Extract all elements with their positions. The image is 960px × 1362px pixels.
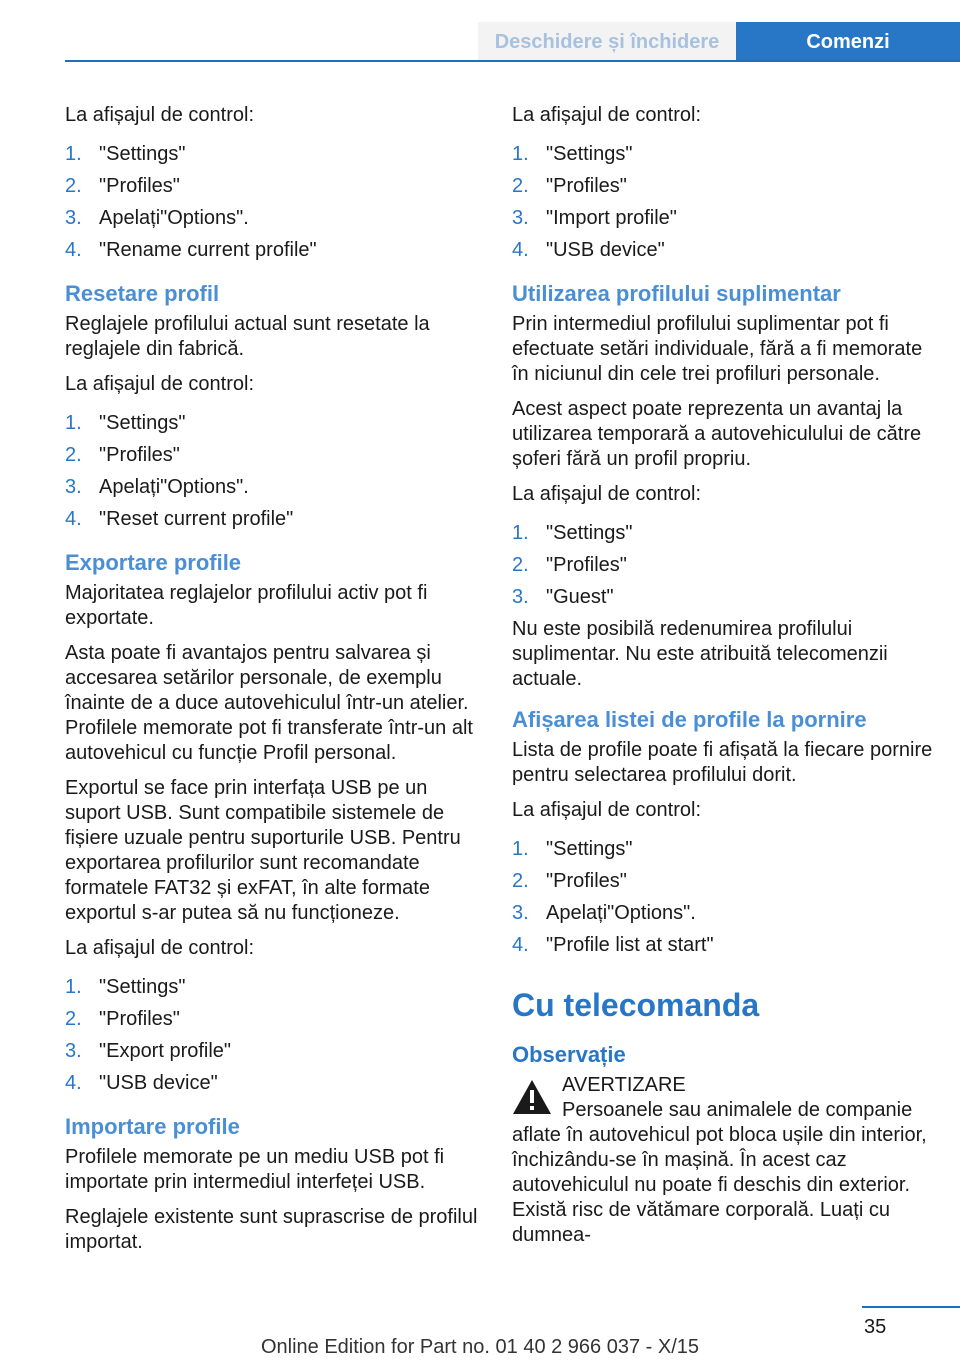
list-item: 3. "Import profile" — [512, 207, 677, 229]
warning-block — [512, 1073, 937, 1098]
heading-note: Observație — [512, 1042, 626, 1067]
list-item: 2. "Profiles" — [65, 1008, 180, 1030]
heading-remote-control: Cu telecomanda — [512, 987, 760, 1023]
rename-steps-list — [65, 138, 485, 266]
footer-rule — [862, 1306, 960, 1308]
paragraph: Profilele memorate pe un mediu USB pot fi importate prin intermediul interfeței USB. — [65, 1146, 445, 1193]
list-item: 2. "Profiles" — [65, 175, 180, 197]
paragraph: Reglajele existente sunt suprascrise de profilul importat. — [65, 1206, 478, 1253]
warning-triangle-icon — [512, 1079, 552, 1115]
list-item: 2. "Profiles" — [512, 175, 627, 197]
header-rule — [65, 60, 960, 62]
import-steps-list — [512, 138, 937, 266]
list-item: 3. Apelați"Options". — [65, 476, 249, 498]
list-item: 4. "USB device" — [512, 239, 665, 261]
list-item: 1. "Settings" — [512, 143, 633, 165]
chapter-tab: Comenzi — [736, 22, 960, 62]
control-display-intro: La afișajul de control: — [512, 799, 702, 821]
list-item: 4. "USB device" — [65, 1072, 218, 1094]
heading-export-profiles: Exportare profile — [65, 550, 242, 575]
list-item: 2. "Profiles" — [512, 870, 627, 892]
page-header — [0, 22, 960, 62]
list-item: 3. "Guest" — [512, 586, 614, 608]
list-item: 1. "Settings" — [65, 143, 186, 165]
left-column — [65, 103, 485, 1265]
reset-steps-list — [65, 407, 485, 535]
list-item: 3. Apelați"Options". — [65, 207, 249, 229]
section-tab: Deschidere și închidere — [478, 22, 736, 62]
paragraph: Lista de profile poate fi afișată la fiecare pornire pentru selectarea profilului dorit. — [512, 739, 933, 786]
list-item: 2. "Profiles" — [65, 444, 180, 466]
right-column — [512, 103, 937, 1248]
list-item: 1. "Settings" — [512, 522, 633, 544]
paragraph: Majoritatea reglajelor profilului activ pot fi exportate. — [65, 582, 428, 629]
paragraph: Prin intermediul profilului suplimentar pot fi efectuate setări individuale, fără a fi memorate în niciunul din cele trei profiluri personale. — [512, 313, 923, 385]
list-item: 2. "Profiles" — [512, 554, 627, 576]
edition-footer: Online Edition for Part no. 01 40 2 966 037 - X/15 — [260, 1336, 700, 1358]
warning-title: AVERTIZARE — [562, 1074, 686, 1096]
paragraph: Exportul se face prin interfața USB pe un suport USB. Sunt compatibile sistemele de fișiere uzuale pentru suporturile USB. Pentru exportarea profilurilor sunt recomandate formatele FAT32 și exFAT, în alte formate exportul s-ar putea să nu funcționeze. — [65, 777, 461, 924]
paragraph: Reglajele profilului actual sunt resetate la reglajele din fabrică. — [65, 313, 430, 360]
control-display-intro: La afișajul de control: — [65, 373, 255, 395]
control-display-intro: La afișajul de control: — [65, 937, 255, 959]
profile-list-steps-list — [512, 833, 937, 961]
heading-import-profiles: Importare profile — [65, 1114, 240, 1139]
paragraph: Acest aspect poate reprezenta un avantaj la utilizarea temporară a autovehiculului de către șoferi fără un profil propriu. — [512, 398, 922, 470]
control-display-intro: La afișajul de control: — [512, 483, 702, 505]
list-item: 1. "Settings" — [65, 412, 186, 434]
list-item: 4. "Reset current profile" — [65, 508, 294, 530]
control-display-intro: La afișajul de control: — [512, 104, 702, 126]
paragraph: Asta poate fi avantajos pentru salvarea și accesarea setărilor personale, de exemplu înainte de a duce autovehiculul într-un atelier. Profilele memorate pot fi transferate într-un alt autovehicul cu funcție Profil personal. — [65, 642, 473, 764]
warning-text: Persoanele sau animalele de companie aflate în autovehicul pot bloca ușile din interior, închizându-se în mașină. În acest caz autovehiculul nu poate fi deschis din exterior. Există risc de vătămare corporală. Luați cu dumnea- — [512, 1099, 927, 1246]
list-item: 3. Apelați"Options". — [512, 902, 696, 924]
heading-profile-list-at-start: Afișarea listei de profile la pornire — [512, 707, 867, 732]
paragraph: Nu este posibilă redenumirea profilului suplimentar. Nu este atribuită telecomenzii actuale. — [512, 618, 888, 690]
list-item: 1. "Settings" — [512, 838, 633, 860]
heading-reset-profile: Resetare profil — [65, 281, 220, 306]
page-number: 35 — [864, 1316, 887, 1338]
list-item: 1. "Settings" — [65, 976, 186, 998]
heading-guest-profile: Utilizarea profilului suplimentar — [512, 281, 841, 306]
control-display-intro: La afișajul de control: — [65, 104, 255, 126]
list-item: 4. "Rename current profile" — [65, 239, 317, 261]
list-item: 3. "Export profile" — [65, 1040, 232, 1062]
export-steps-list — [65, 971, 485, 1099]
guest-steps-list — [512, 517, 937, 613]
list-item: 4. "Profile list at start" — [512, 934, 714, 956]
